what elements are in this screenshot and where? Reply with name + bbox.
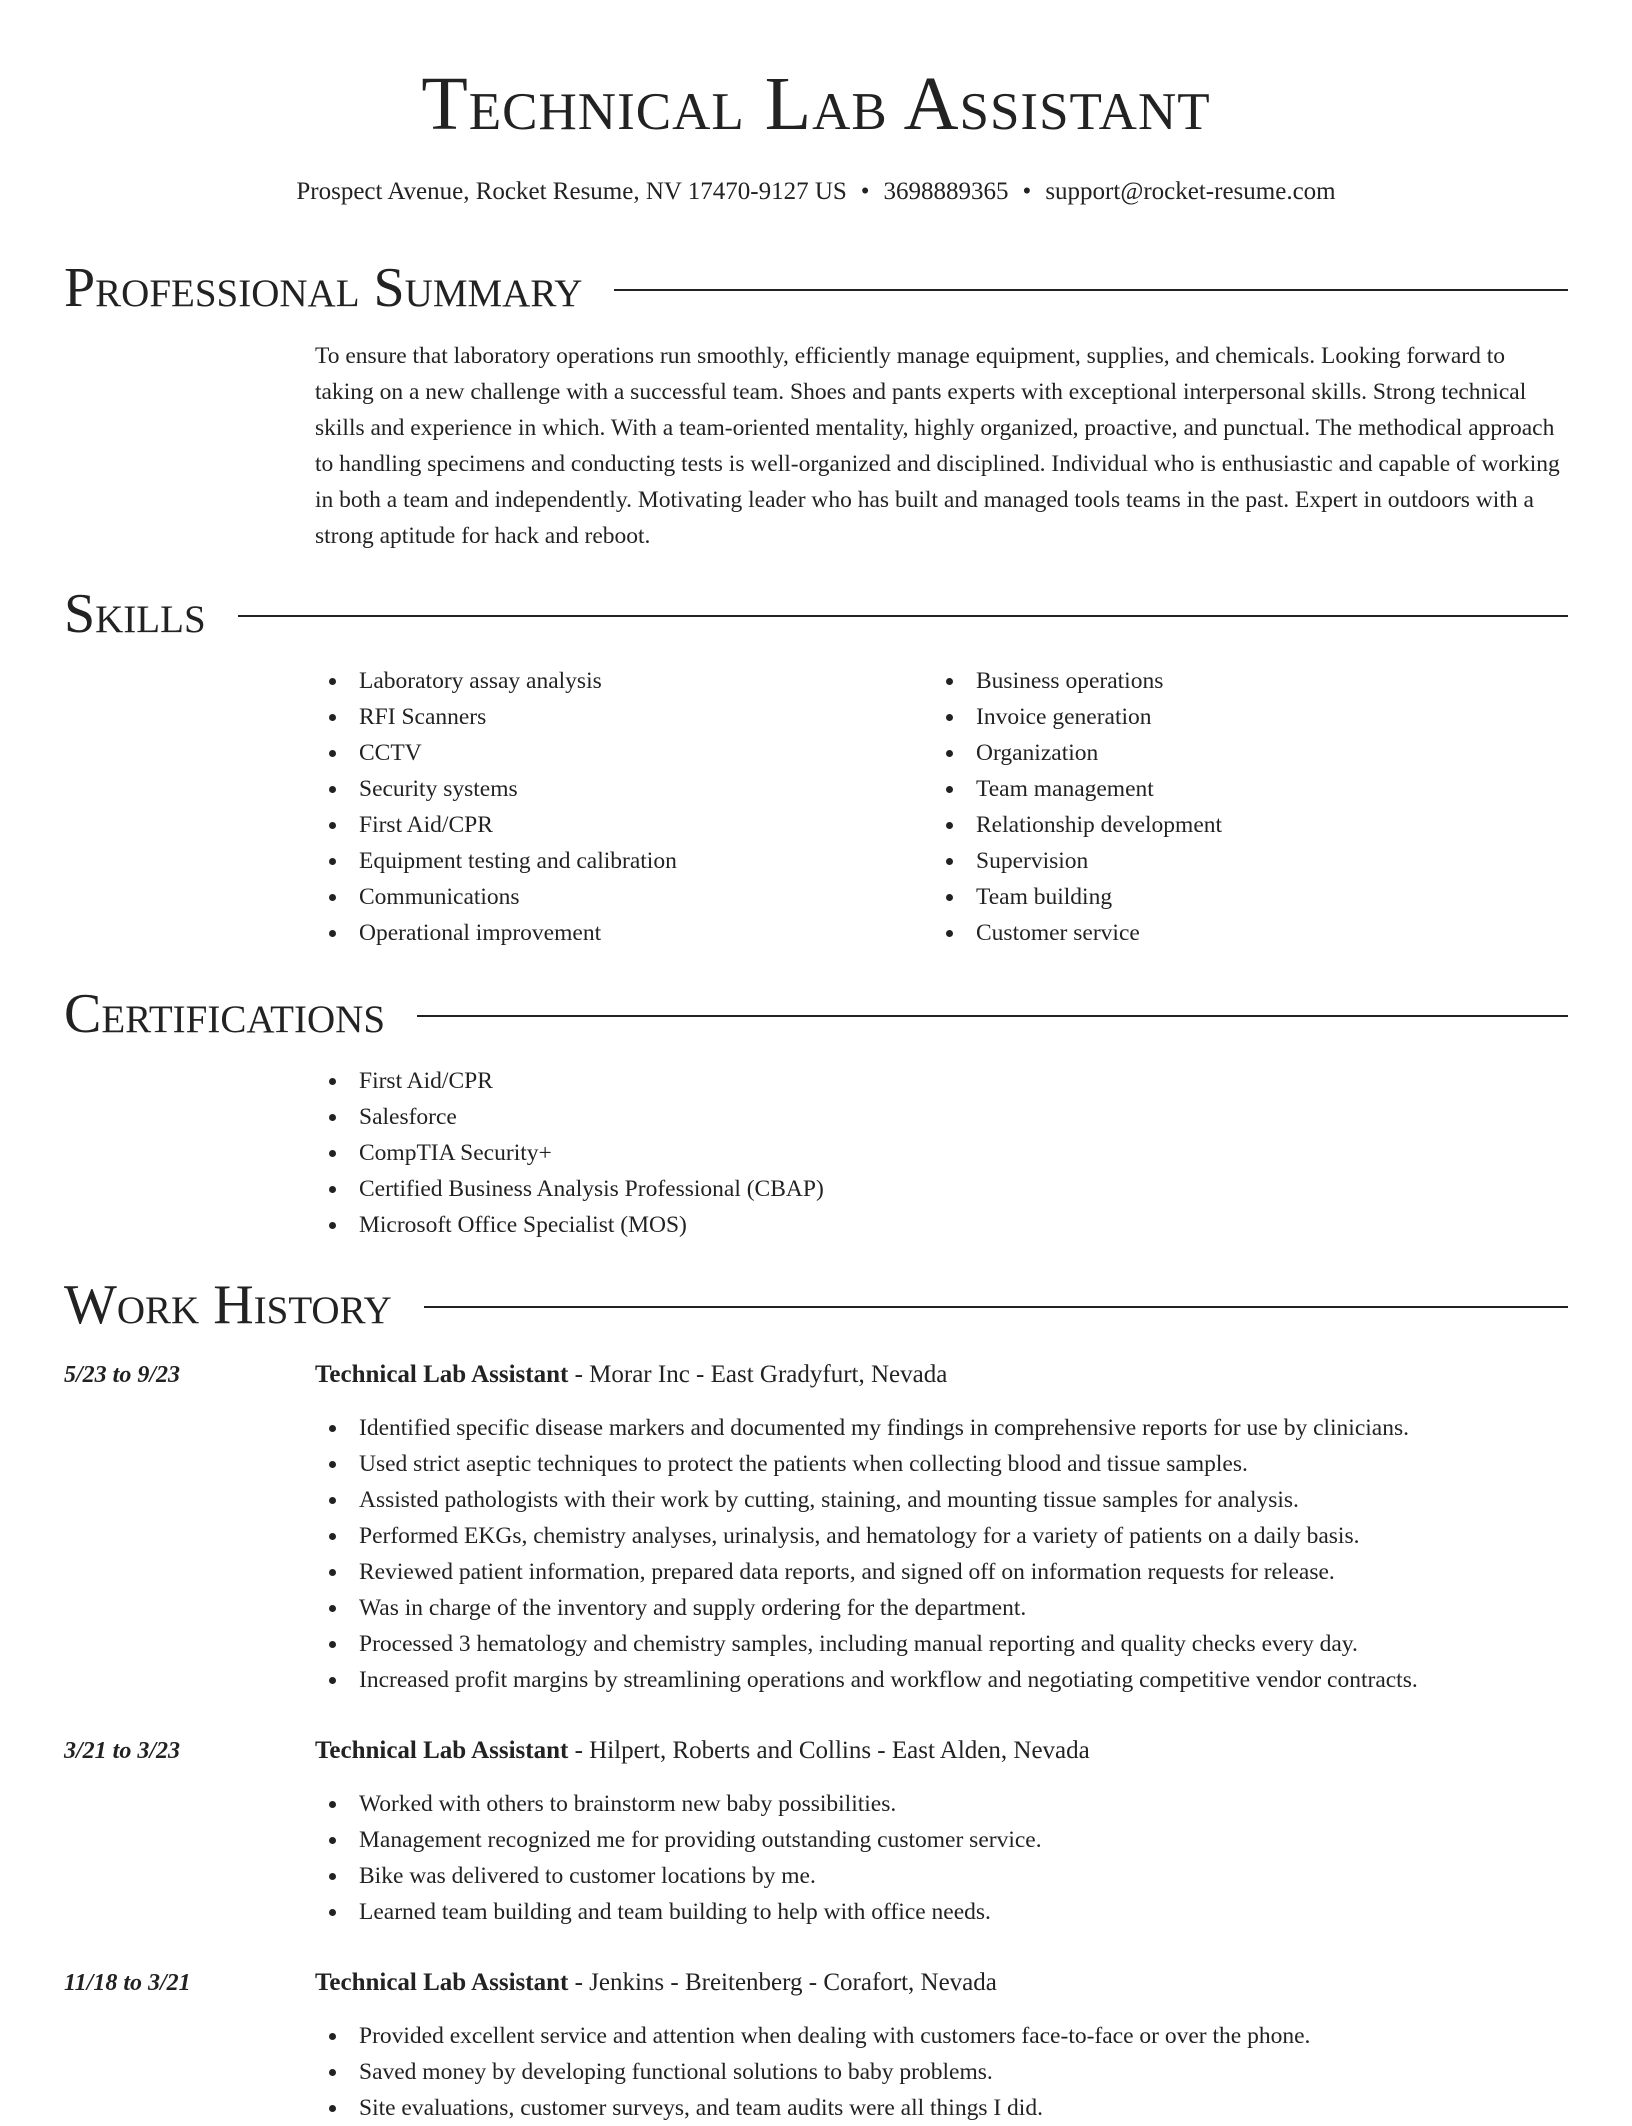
section-divider bbox=[614, 289, 1568, 291]
section-divider bbox=[417, 1015, 1568, 1017]
skill-item: Team management bbox=[932, 771, 1532, 807]
contact-separator: • bbox=[1022, 178, 1032, 205]
certification-item: First Aid/CPR bbox=[315, 1063, 1415, 1099]
skill-item: Customer service bbox=[932, 915, 1532, 951]
job-header bbox=[315, 1733, 1090, 1769]
job-bullet: Saved money by developing functional solutions to baby problems. bbox=[315, 2054, 1565, 2090]
skills-section-header bbox=[64, 582, 1568, 646]
job-role: Technical Lab Assistant bbox=[315, 1969, 569, 1996]
job-bullet: Management recognized me for providing outstanding customer service. bbox=[315, 1822, 1565, 1858]
job-dates: 3/21 to 3/23 bbox=[64, 1738, 181, 1764]
job-bullet: Processed 3 hematology and chemistry samples, including manual reporting and quality checks every day. bbox=[315, 1626, 1565, 1662]
job-bullet: Learned team building and team building to help with office needs. bbox=[315, 1894, 1565, 1930]
contact-phone: 3698889365 bbox=[883, 178, 1009, 205]
work-history-section-header bbox=[64, 1273, 1568, 1337]
skill-item: Equipment testing and calibration bbox=[315, 843, 915, 879]
job-details: - Morar Inc - East Gradyfurt, Nevada bbox=[568, 1361, 948, 1388]
work-history-heading: Work History bbox=[64, 1274, 392, 1336]
skill-item: Laboratory assay analysis bbox=[315, 663, 915, 699]
job-bullet: Provided excellent service and attention when dealing with customers face-to-face or over the phone. bbox=[315, 2018, 1565, 2054]
job-header bbox=[315, 1965, 997, 2001]
job-bullet: Increased profit margins by streamlining operations and workflow and negotiating competitive vendor contracts. bbox=[315, 1662, 1565, 1698]
skill-item: CCTV bbox=[315, 735, 915, 771]
resume-title: Technical Lab Assistant bbox=[421, 62, 1211, 146]
skills-list-right bbox=[932, 663, 1532, 951]
job-bullet: Used strict aseptic techniques to protect the patients when collecting blood and tissue samples. bbox=[315, 1446, 1565, 1482]
section-divider bbox=[424, 1306, 1568, 1308]
contact-email: support@rocket-resume.com bbox=[1045, 178, 1336, 205]
certification-item: Certified Business Analysis Professional (CBAP) bbox=[315, 1171, 1415, 1207]
skill-item: Organization bbox=[932, 735, 1532, 771]
summary-heading: Professional Summary bbox=[64, 257, 583, 319]
certification-item: Salesforce bbox=[315, 1099, 1415, 1135]
job-bullet: Worked with others to brainstorm new baby possibilities. bbox=[315, 1786, 1565, 1822]
skills-heading: Skills bbox=[64, 583, 206, 645]
job-bullets bbox=[315, 1410, 1565, 1698]
job-bullets bbox=[315, 1786, 1565, 1930]
job-details: - Jenkins - Breitenberg - Corafort, Nevada bbox=[568, 1969, 997, 1996]
skills-list-left bbox=[315, 663, 915, 951]
job-bullet: Performed EKGs, chemistry analyses, urinalysis, and hematology for a variety of patients on a daily basis. bbox=[315, 1518, 1565, 1554]
summary-text: To ensure that laboratory operations run smoothly, efficiently manage equipment, supplies, and chemicals. Looking forward to taking on a new challenge with a successful team. Shoes and pants experts with exceptional interpersonal skills. Strong technical skills and experience in which. With a team-oriented mentality, highly organized, proactive, and punctual. The methodical approach to handling specimens and conducting tests is well-organized and disciplined. Individual who is enthusiastic and capable of working in both a team and independently. Motivating leader who has built and managed tools teams in the past. Expert in outdoors with a strong aptitude for hack and reboot. bbox=[315, 343, 1560, 549]
skill-item: Security systems bbox=[315, 771, 915, 807]
job-bullet: Bike was delivered to customer locations by me. bbox=[315, 1858, 1565, 1894]
summary-section-header bbox=[64, 256, 1568, 320]
job-bullet: Reviewed patient information, prepared data reports, and signed off on information requests for release. bbox=[315, 1554, 1565, 1590]
skill-item: Team building bbox=[932, 879, 1532, 915]
skill-item: Communications bbox=[315, 879, 915, 915]
job-dates: 5/23 to 9/23 bbox=[64, 1362, 181, 1388]
job-details: - Hilpert, Roberts and Collins - East Alden, Nevada bbox=[568, 1737, 1090, 1764]
job-role: Technical Lab Assistant bbox=[315, 1737, 569, 1764]
skill-item: Invoice generation bbox=[932, 699, 1532, 735]
job-bullet: Site evaluations, customer surveys, and team audits were all things I did. bbox=[315, 2090, 1565, 2126]
skill-item: Operational improvement bbox=[315, 915, 915, 951]
job-bullet: Identified specific disease markers and documented my findings in comprehensive reports for use by clinicians. bbox=[315, 1410, 1565, 1446]
skill-item: Supervision bbox=[932, 843, 1532, 879]
job-bullets bbox=[315, 2018, 1565, 2126]
skill-item: Relationship development bbox=[932, 807, 1532, 843]
job-bullet: Assisted pathologists with their work by cutting, staining, and mounting tissue samples for analysis. bbox=[315, 1482, 1565, 1518]
certification-item: CompTIA Security+ bbox=[315, 1135, 1415, 1171]
section-divider bbox=[238, 615, 1568, 617]
certifications-section-header bbox=[64, 982, 1568, 1046]
job-role: Technical Lab Assistant bbox=[315, 1361, 569, 1388]
skill-item: First Aid/CPR bbox=[315, 807, 915, 843]
certifications-heading: Certifications bbox=[64, 983, 386, 1045]
contact-separator: • bbox=[860, 178, 870, 205]
contact-address: Prospect Avenue, Rocket Resume, NV 17470-9127 US bbox=[296, 178, 847, 205]
certification-item: Microsoft Office Specialist (MOS) bbox=[315, 1207, 1415, 1243]
certifications-list bbox=[315, 1063, 1415, 1243]
skill-item: RFI Scanners bbox=[315, 699, 915, 735]
contact-line bbox=[0, 174, 1632, 210]
job-dates: 11/18 to 3/21 bbox=[64, 1970, 191, 1996]
skill-item: Business operations bbox=[932, 663, 1532, 699]
job-header bbox=[315, 1357, 947, 1393]
job-bullet: Was in charge of the inventory and supply ordering for the department. bbox=[315, 1590, 1565, 1626]
